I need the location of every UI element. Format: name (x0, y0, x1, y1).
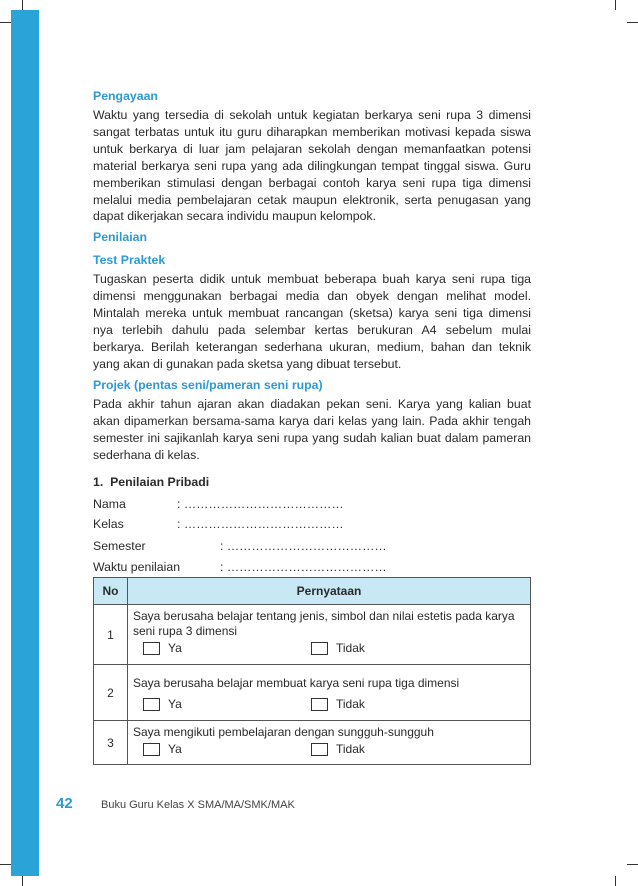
penilaian-heading: Penilaian (93, 230, 147, 244)
nama-label: Nama (93, 497, 126, 511)
projek-heading: Projek (pentas seni/pameran seni rupa) (93, 378, 323, 392)
row-number: 2 (94, 665, 128, 721)
tidak-checkbox[interactable] (311, 642, 328, 655)
statement-table (93, 577, 531, 765)
ya-label: Ya (168, 641, 182, 655)
header-no: No (94, 578, 128, 605)
statement-cell (128, 605, 531, 665)
kelas-field: : ………………………………… (177, 517, 344, 531)
crop-mark (627, 22, 638, 23)
answer-choices (128, 641, 530, 657)
penilaian-pribadi-heading: 1. Penilaian Pribadi (93, 475, 210, 489)
statement-cell (128, 665, 531, 721)
header-statement: Pernyataan (128, 578, 531, 605)
pengayaan-body: Waktu yang tersedia di sekolah untuk kegiatan berkarya seni rupa 3 dimensi sangat terbatas untuk itu guru diharapkan memberikan motivasi kepada siswa untuk berkarya di luar jam pelajaran sekolah dengan memanfaatkan potensi material berkarya seni rupa yang ada dilingkungan tempat tinggal siswa. Guru memberikan stimulasi dengan berbagai contoh karya seni rupa tiga dimensi melalui media pembelajaran cetak maupun elektronik, serta penugasan yang dapat dikerjakan secara individu maupun kelompok. (93, 108, 531, 224)
table-row (94, 721, 531, 765)
ya-checkbox[interactable] (143, 743, 160, 756)
table-row (94, 605, 531, 665)
semester-field: : ………………………………… (220, 539, 387, 553)
statement-text: Saya berusaha belajar tentang jenis, simbol dan nilai estetis pada karya seni rupa 3 dimensi (133, 609, 515, 638)
page-number: 42 (56, 795, 73, 812)
crop-mark (615, 876, 616, 886)
nama-field: : ………………………………… (177, 497, 344, 511)
kelas-label: Kelas (93, 517, 124, 531)
crop-mark (22, 0, 23, 10)
answer-choices (128, 742, 530, 758)
answer-choices (128, 697, 530, 713)
statement-text: Saya mengikuti pembelajaran dengan sungguh-sungguh (133, 725, 434, 739)
crop-mark (627, 864, 638, 865)
ya-label: Ya (168, 742, 182, 756)
pengayaan-heading: Pengayaan (93, 89, 158, 103)
footer-book-title: Buku Guru Kelas X SMA/MA/SMK/MAK (101, 799, 295, 811)
statement-cell (128, 721, 531, 765)
ya-label: Ya (168, 697, 182, 711)
tidak-label: Tidak (336, 742, 365, 756)
test-praktek-body: Tugaskan peserta didik untuk membuat beberapa buah karya seni rupa tiga dimensi menggunakan berbagai media dan obyek dengan melihat model. Mintalah mereka untuk membuat rancangan (sketsa) karya seni tiga dimensi nya terlebih dahulu pada selembar kertas berukuran A4 sebelum mulai berkarya. Berilah keterangan sederhana ukuran, medium, bahan dan teknik yang akan di gunakan pada sketsa yang dibuat tersebut. (93, 272, 531, 371)
waktu-field: : ………………………………… (220, 560, 387, 574)
tidak-checkbox[interactable] (311, 698, 328, 711)
crop-mark (22, 876, 23, 886)
projek-body: Pada akhir tahun ajaran akan diadakan pekan seni. Karya yang kalian buat akan dipamerkan bersama-sama karya dari kelas yang lain. Pada akhir tengah semester ini sajikanlah karya seni rupa yang sudah kalian buat dalam pameran sederhana di kelas. (93, 397, 531, 462)
ya-checkbox[interactable] (143, 642, 160, 655)
ya-checkbox[interactable] (143, 698, 160, 711)
row-number: 1 (94, 605, 128, 665)
crop-mark (0, 22, 11, 23)
tidak-label: Tidak (336, 697, 365, 711)
semester-label: Semester (93, 539, 146, 553)
statement-text: Saya berusaha belajar membuat karya seni rupa tiga dimensi (133, 676, 460, 690)
tidak-checkbox[interactable] (311, 743, 328, 756)
waktu-label: Waktu penilaian (93, 560, 181, 574)
tidak-label: Tidak (336, 641, 365, 655)
crop-mark (0, 864, 11, 865)
table-row (94, 665, 531, 721)
row-number: 3 (94, 721, 128, 765)
crop-mark (615, 0, 616, 10)
blue-side-bar (11, 10, 39, 876)
test-praktek-heading: Test Praktek (93, 253, 166, 267)
table-header-row (94, 578, 531, 605)
